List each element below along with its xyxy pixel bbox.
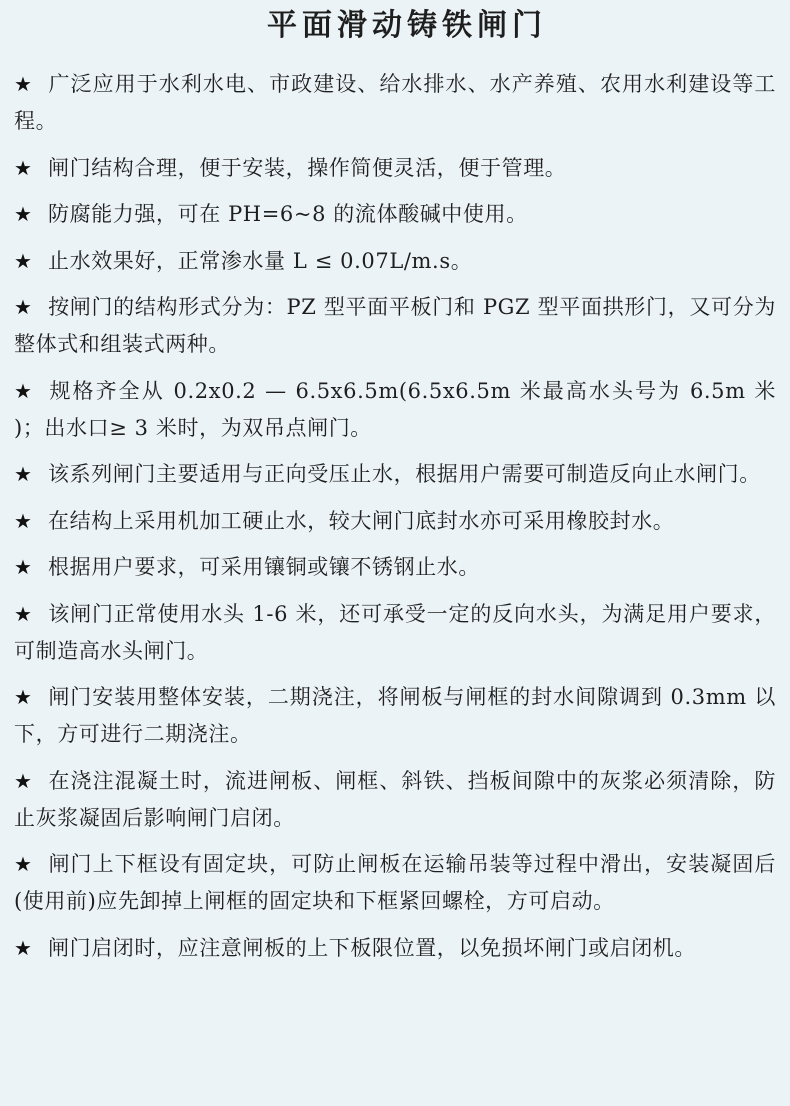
list-item [14, 503, 776, 540]
star-icon: ★ [14, 378, 33, 403]
list-item [14, 289, 776, 363]
list-item [14, 150, 776, 187]
list-item-text: 该系列闸门主要适用与正向受压止水，根据用户需要可制造反向止水闸门。 [48, 462, 761, 486]
star-icon: ★ [14, 155, 33, 180]
list-item-text: 防腐能力强，可在 PH=6~8 的流体酸碱中使用。 [48, 202, 528, 226]
star-icon: ★ [14, 508, 33, 533]
list-item [14, 596, 776, 670]
list-item [14, 66, 776, 140]
list-item-text: 止水效果好，正常渗水量 L ≤ 0.07L/m.s。 [48, 248, 473, 273]
list-item-text: 在浇注混凝土时，流进闸板、闸框、斜铁、挡板间隙中的灰浆必须清除，防止灰浆凝固后影响闸门启闭。 [14, 768, 776, 830]
star-icon: ★ [14, 768, 33, 793]
list-item [14, 679, 776, 753]
list-item [14, 846, 776, 920]
star-icon: ★ [14, 555, 33, 579]
star-icon: ★ [14, 685, 33, 709]
star-icon: ★ [14, 72, 33, 96]
list-item-text: 闸门安装用整体安装，二期浇注，将闸板与闸框的封水间隙调到 0.3mm 以下，方可进行二期浇注。 [14, 685, 776, 746]
star-icon: ★ [14, 935, 33, 960]
list-item-text: 广泛应用于水利水电、市政建设、给水排水、水产养殖、农用水利建设等工程。 [14, 72, 776, 133]
page-title: 平面滑动铸铁闸门 [267, 8, 547, 43]
list-item [14, 763, 776, 837]
star-icon: ★ [14, 462, 33, 486]
list-item [14, 930, 776, 967]
list-item [14, 456, 776, 493]
list-item [14, 549, 776, 586]
star-icon: ★ [14, 248, 33, 273]
star-icon: ★ [14, 601, 33, 626]
list-item-text: 该闸门正常使用水头 1-6 米，还可承受一定的反向水头，为满足用户要求，可制造高水头闸门。 [14, 601, 776, 663]
star-icon: ★ [14, 202, 33, 226]
list-item-text: 规格齐全从 0.2x0.2 — 6.5x6.5m(6.5x6.5m 米最高水头号为 6.5m 米 )；出水口≥ 3 米时，为双吊点闸门。 [14, 378, 776, 440]
list-item [14, 373, 776, 447]
list-item-text: 闸门结构合理，便于安装，操作简便灵活，便于管理。 [48, 155, 567, 180]
feature-list [14, 66, 776, 967]
star-icon: ★ [14, 852, 33, 876]
list-item-text: 闸门上下框设有固定块，可防止闸板在运输吊装等过程中滑出，安装凝固后(使用前)应先卸掉上闸框的固定块和下框紧回螺栓，方可启动。 [14, 852, 776, 913]
list-item [14, 196, 776, 233]
list-item [14, 243, 776, 280]
list-item-text: 根据用户要求，可采用镶铜或镶不锈钢止水。 [48, 555, 480, 579]
star-icon: ★ [14, 295, 33, 319]
list-item-text: 按闸门的结构形式分为：PZ 型平面平板门和 PGZ 型平面拱形门，又可分为整体式和组装式两种。 [14, 295, 776, 356]
list-item-text: 在结构上采用机加工硬止水，较大闸门底封水亦可采用橡胶封水。 [48, 508, 675, 533]
list-item-text: 闸门启闭时，应注意闸板的上下板限位置，以免损坏闸门或启闭机。 [48, 935, 696, 960]
